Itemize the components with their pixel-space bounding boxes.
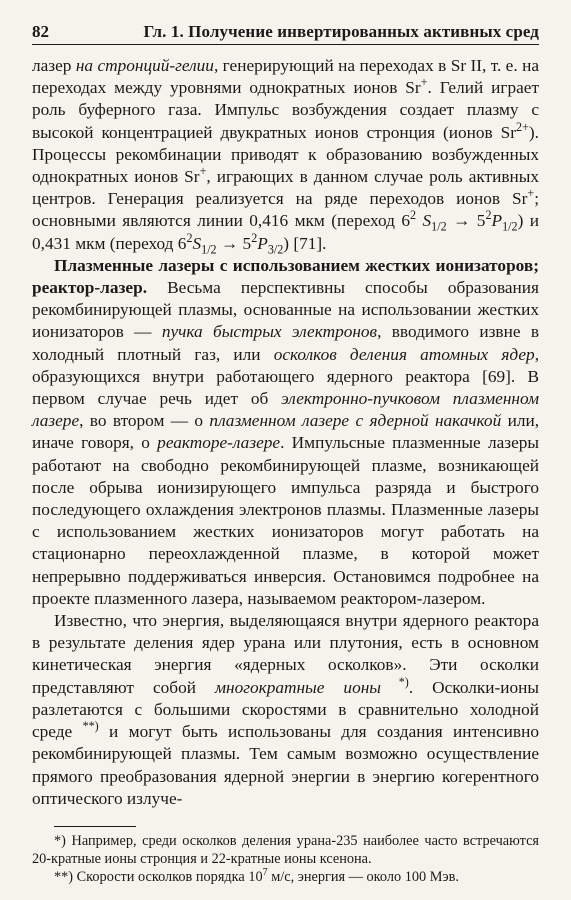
text-run: S — [192, 233, 202, 253]
body-text — [32, 55, 539, 810]
text-run: Весьма перспективны способы образования рекомбинирующей плазмы, основанные на использовании жестких ионизаторов — — [32, 278, 539, 342]
text-run: 2 — [485, 208, 492, 223]
text-run: , генерирующий на переходах в Sr II, т. е. на переходах между уровнями однократных ионов Sr — [32, 56, 539, 98]
running-header — [32, 20, 539, 45]
text-run: 2 — [251, 230, 258, 245]
footnote-2 — [32, 868, 539, 886]
footnote-2-mark: **) — [54, 868, 74, 885]
text-run: Известно, что энергия, выделяющаяся внутри ядерного реактора в результате деления ядер урана или плутония, есть в основном кинетическая энергия «ядерных осколков». Эти осколки представляют собой — [32, 611, 539, 697]
text-run: , вводимого извне в холодный плотный газ, или — [32, 322, 539, 364]
page-number: 82 — [32, 22, 49, 41]
footnote-rule — [54, 826, 136, 827]
text-run: ; основными являются линии 0,416 мкм (переход 6 — [32, 189, 539, 231]
text-run: , образующихся внутри работающего ядерного реактора [69]. В первом случае речь идет об — [32, 344, 540, 409]
text-run: плазменном лазере с ядерной накачкой — [209, 411, 502, 431]
text-run: *) — [381, 674, 409, 689]
text-run: реакторе-лазере — [157, 433, 281, 453]
chapter-title: Гл. 1. Получение инвертированных активных сред — [143, 22, 539, 41]
footnote-1-mark: *) — [54, 832, 66, 849]
text-run: 1/2 — [201, 242, 217, 257]
text-run: , играющих в данном случае роль активных центров. Генерация реализуется на ряде переходов ионов Sr — [32, 167, 539, 209]
footnote-2-text: Скорости осколков порядка 10 — [73, 868, 263, 885]
text-run: + — [527, 186, 535, 201]
text-run: пучка быстрых электронов — [161, 322, 378, 342]
text-run: ). Процессы рекомбинации приводят к образованию возбужденных однократных ионов Sr — [32, 122, 539, 187]
footnote-2-exponent: 7 — [262, 867, 268, 879]
paragraph-1 — [32, 55, 539, 255]
paragraph-3 — [32, 610, 539, 810]
text-run: , во втором — о — [79, 411, 210, 431]
text-run: ) и 0,431 мкм (переход 6 — [32, 211, 539, 253]
text-run: . Гелий играет роль буферного газа. Импульс возбуждения создает плазму с высокой концентрацией двукратных ионов стронция (ионов Sr — [32, 78, 539, 142]
text-run: 3/2 — [267, 242, 284, 257]
text-run: 2+ — [516, 119, 529, 134]
text-run: 1/2 — [431, 219, 447, 234]
text-run: многократные ионы — [215, 677, 381, 697]
text-run: 2 — [186, 230, 193, 245]
text-run: + — [420, 75, 428, 90]
footnote-1-text: Например, среди осколков деления урана-235 наиболее часто встречаются 20-кратные ионы стронция и 22-кратные ионы ксенона. — [32, 832, 539, 867]
text-run: P — [257, 233, 268, 253]
text-run: → 5 — [446, 211, 486, 231]
paragraph-2 — [32, 255, 539, 610]
text-run: **) — [82, 719, 99, 734]
footnote-2-tail: м/с, энергия — около 100 Мэв. — [267, 868, 459, 885]
text-run: ) [71]. — [283, 233, 327, 253]
text-run: → 5 — [216, 233, 252, 253]
text-run: . Импульсные плазменные лазеры работают на свободно рекомбинирующей плазме, возникающей после обрыва ионизирующего импульса разряда и быстрого последующего охлаждения электронов плазмы. Плазменные лазеры с использованием жестких ионизаторов могут работать на стационарно переохлажденной плазме, в которой может непрерывно поддерживаться инверсия. Остановимся подробнее на проекте плазменного лазера, называемом реактором-лазером. — [32, 433, 539, 608]
text-run: . Осколки-ионы разлетаются с большими скоростями в сравнительно холодной среде — [32, 677, 539, 742]
text-run: + — [199, 164, 207, 179]
footnotes — [32, 832, 539, 886]
text-run: Плазменные лазеры с использованием жестких ионизаторов; реактор-лазер. — [32, 255, 539, 298]
text-run: или, иначе говоря, о — [32, 411, 540, 453]
text-run: и могут быть использованы для создания интенсивно рекомбинирующей плазмы. Тем самым возможно осуществление прямого преобразования ядерной энергии в энергию когерентного оптического излуче- — [32, 722, 539, 808]
text-run: лазер — [32, 56, 76, 75]
text-run: электронно-пучковом плазменном лазере — [32, 389, 539, 431]
text-run: на стронций-гелии — [75, 56, 214, 75]
text-run: осколков деления атомных ядер — [273, 344, 535, 364]
text-run: P — [491, 211, 503, 231]
text-run: 1/2 — [502, 219, 518, 234]
text-run: 2 — [410, 208, 417, 223]
text-run: S — [422, 211, 432, 231]
footnote-1 — [32, 832, 539, 868]
